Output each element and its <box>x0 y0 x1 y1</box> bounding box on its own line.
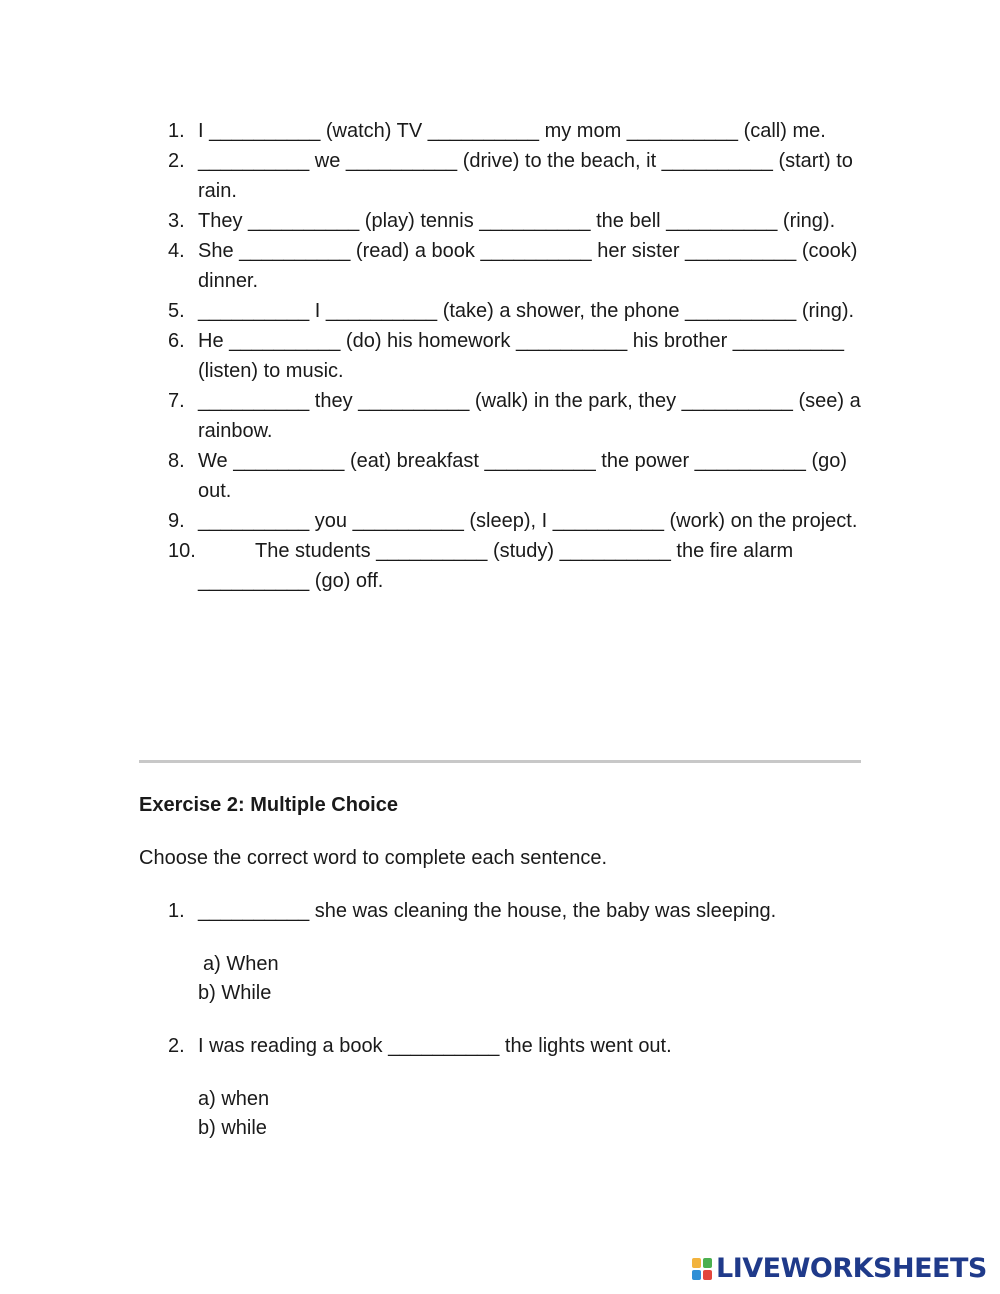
item-text: The students __________ (study) __________ the fire alarm __________ (go) off. <box>198 540 794 592</box>
mc-question-1 <box>168 898 777 924</box>
mc-option-2b: b) while <box>198 1117 267 1139</box>
exercise-1-list <box>0 116 1000 596</box>
question-number: 1. <box>168 900 185 922</box>
liveworksheets-brand <box>692 1254 987 1284</box>
item-number: 7. <box>168 390 185 412</box>
item-text: __________ we __________ (drive) to the beach, it __________ (start) to rain. <box>198 150 853 202</box>
mc-option-1b: b) While <box>198 982 272 1004</box>
item-text: __________ you __________ (sleep), I __________ (work) on the project. <box>198 510 858 532</box>
list-item <box>0 236 868 296</box>
item-text: They __________ (play) tennis __________ the bell __________ (ring). <box>198 210 836 232</box>
item-number: 9. <box>168 510 185 532</box>
mc-option-1a: a) When <box>203 953 279 975</box>
item-number: 6. <box>168 330 185 352</box>
item-number: 8. <box>168 450 185 472</box>
item-number: 1. <box>168 120 185 142</box>
list-item <box>0 446 868 506</box>
item-number: 10. <box>168 540 196 562</box>
item-text: He __________ (do) his homework __________ his brother __________ (listen) to music. <box>198 330 845 382</box>
item-text: __________ I __________ (take) a shower, the phone __________ (ring). <box>198 300 855 322</box>
list-item <box>0 326 868 386</box>
item-text: __________ they __________ (walk) in the park, they __________ (see) a rainbow. <box>198 390 861 442</box>
list-item <box>0 506 868 536</box>
question-text: __________ she was cleaning the house, the baby was sleeping. <box>198 900 777 922</box>
item-number: 3. <box>168 210 185 232</box>
list-item <box>0 146 868 206</box>
list-item <box>0 206 868 236</box>
item-number: 4. <box>168 240 185 262</box>
exercise-2-instruction: Choose the correct word to complete each sentence. <box>139 847 608 869</box>
brand-name: LIVEWORKSHEETS <box>716 1253 987 1284</box>
item-text: She __________ (read) a book __________ her sister __________ (cook) dinner. <box>198 240 858 292</box>
question-number: 2. <box>168 1035 185 1057</box>
item-text: We __________ (eat) breakfast __________ the power __________ (go) out. <box>198 450 848 502</box>
question-text: I was reading a book __________ the lights went out. <box>198 1035 672 1057</box>
list-item <box>0 296 868 326</box>
item-number: 2. <box>168 150 185 172</box>
list-item <box>0 536 868 596</box>
list-item <box>0 386 868 446</box>
exercise-2-title: Exercise 2: Multiple Choice <box>139 794 398 816</box>
mc-question-2 <box>168 1033 672 1059</box>
section-divider <box>139 760 861 763</box>
liveworksheets-logo-icon <box>692 1258 712 1280</box>
item-text: I __________ (watch) TV __________ my mom __________ (call) me. <box>198 120 826 142</box>
item-number: 5. <box>168 300 185 322</box>
mc-option-2a: a) when <box>198 1088 270 1110</box>
list-item <box>0 116 868 146</box>
